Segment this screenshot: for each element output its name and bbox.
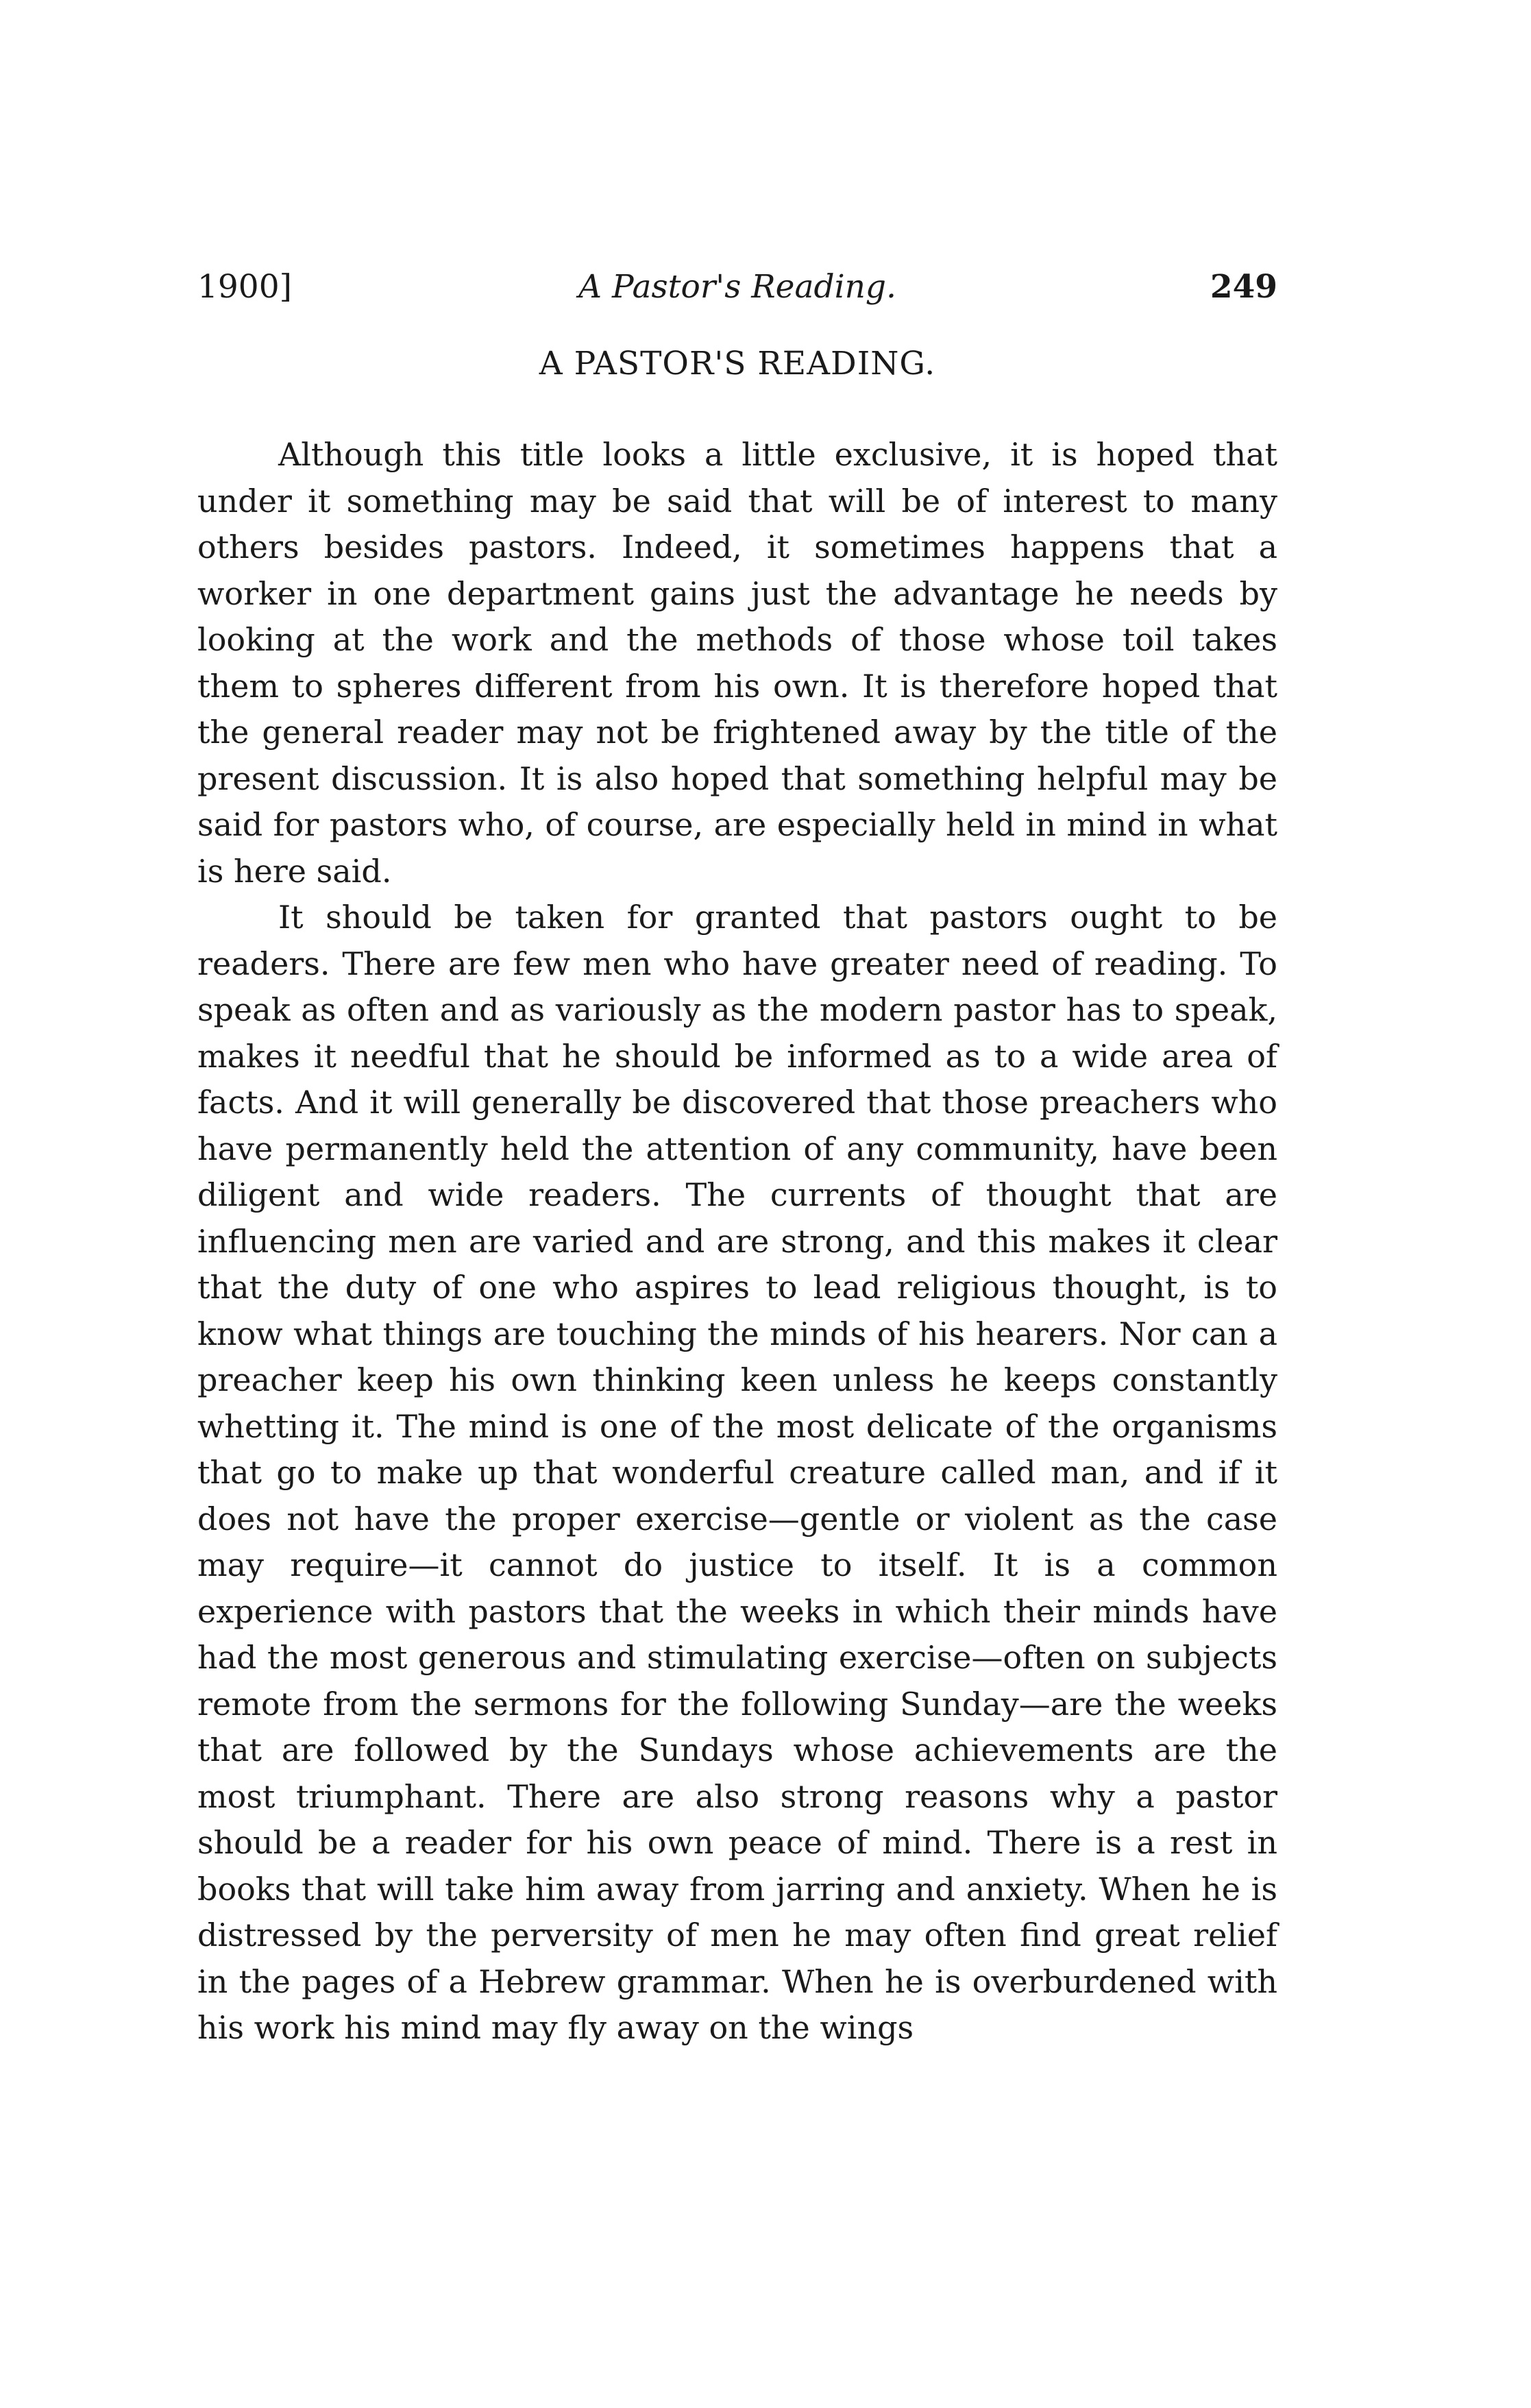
running-head-title: A Pastor's Reading. xyxy=(578,268,896,306)
paragraph-2: It should be taken for granted that pastors ought to be readers. There are few men who have greater need of reading. To speak as often and as variously as the modern pastor has to speak, makes it needful that he should be informed as to a wide area of facts. And it will generally be discovered that those preachers who have permanently held the attention of any community, have been diligent and wide readers. The currents of thought that are influencing men are varied and are strong, and this makes it clear that the duty of one who aspires to lead religious thought, is to know what things are touching the minds of his hearers. Nor can a preacher keep his own thinking keen unless he keeps constantly whetting it. The mind is one of the most delicate of the organisms that go to make up that wonderful creature called man, and if it does not have the proper exercise—gentle or violent as the case may require—it cannot do justice to itself. It is a common experience with pastors that the weeks in which their minds have had the most generous and stimulating exercise—often on subjects remote from the sermons for the following Sunday—are the weeks that are followed by the Sundays whose achievements are the most triumphant. There are also strong reasons why a pastor should be a reader for his own peace of mind. There is a rest in books that will take him away from jarring and anxiety. When he is distressed by the perversity of men he may often find great relief in the pages of a Hebrew grammar. When he is overburdened with his work his mind may fly away on the wings xyxy=(197,899,1277,2046)
running-head-year: 1900] xyxy=(197,268,292,306)
running-head xyxy=(197,263,1277,311)
page-number: 249 xyxy=(1210,268,1277,306)
article-body xyxy=(197,432,1277,2052)
paragraph-1: Although this title looks a little exclusive, it is hoped that under it something may be said that will be of interest to many others besides pastors. Indeed, it sometimes happens that a worker in one department gains just the advantage he needs by looking at the work and the methods of those whose toil takes them to spheres different from his own. It is therefore hoped that the general reader may not be frightened away by the title of the present discussion. It is also hoped that something helpful may be said for pastors who, of course, are especially held in mind in what is here said. xyxy=(197,436,1277,890)
article-title: A PASTOR'S READING. xyxy=(539,345,936,382)
